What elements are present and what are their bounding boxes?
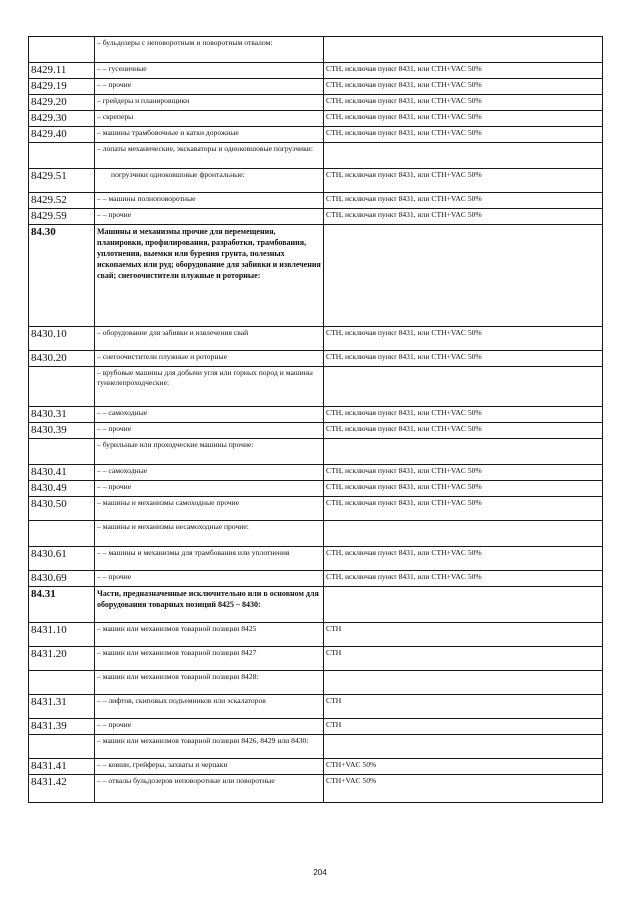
table-body: [29, 37, 603, 803]
origin-rule-cell: CTH, исключая пункт 8431, или CTH+VAC 50%: [324, 79, 603, 95]
origin-rule-cell: CTH, исключая пункт 8431, или CTH+VAC 50%: [324, 547, 603, 571]
description-cell: – машины и механизмы самоходные прочие: [95, 497, 324, 521]
table-row: [29, 367, 603, 407]
tariff-table: [28, 36, 603, 803]
description-cell: погрузчики одноковшовые фронтальные:: [95, 169, 324, 193]
origin-rule-cell: CTH: [324, 695, 603, 719]
origin-rule-cell: CTH, исключая пункт 8431, или CTH+VAC 50%: [324, 423, 603, 439]
description-cell: – оборудование для забивки и извлечения свай: [95, 327, 324, 351]
hs-code-cell: [29, 521, 95, 547]
table-row: [29, 481, 603, 497]
hs-code-cell: 8429.20: [29, 95, 95, 111]
description-cell: – врубовые машины для добычи угля или горных пород и машины туннелепроходческие:: [95, 367, 324, 407]
origin-rule-cell: [324, 225, 603, 327]
origin-rule-cell: CTH, исключая пункт 8431, или CTH+VAC 50%: [324, 209, 603, 225]
table-row: [29, 719, 603, 735]
description-cell: – машины и механизмы несамоходные прочие:: [95, 521, 324, 547]
hs-code-cell: 8430.10: [29, 327, 95, 351]
hs-code-cell: [29, 37, 95, 63]
description-cell: – – машины и механизмы для трамбования или уплотнения: [95, 547, 324, 571]
hs-code-cell: 8430.31: [29, 407, 95, 423]
description-cell: – – самоходные: [95, 407, 324, 423]
description-cell: Части, предназначенные исключительно или в основном для оборудования товарных позиций 8425 – 8430:: [95, 587, 324, 623]
description-cell: – – прочие: [95, 571, 324, 587]
origin-rule-cell: [324, 439, 603, 465]
table-row: [29, 225, 603, 327]
origin-rule-cell: [324, 367, 603, 407]
table-row: [29, 79, 603, 95]
origin-rule-cell: CTH, исключая пункт 8431, или CTH+VAC 50%: [324, 95, 603, 111]
hs-code-cell: 8431.41: [29, 759, 95, 775]
description-cell: – машин или механизмов товарной позиции 8428:: [95, 671, 324, 695]
origin-rule-cell: CTH, исключая пункт 8431, или CTH+VAC 50%: [324, 465, 603, 481]
hs-code-cell: [29, 439, 95, 465]
table-row: [29, 127, 603, 143]
table-row: [29, 571, 603, 587]
hs-code-cell: 8430.61: [29, 547, 95, 571]
description-cell: – грейдеры и планировщики: [95, 95, 324, 111]
hs-code-cell: 8431.10: [29, 623, 95, 647]
table-row: [29, 759, 603, 775]
table-row: [29, 143, 603, 169]
origin-rule-cell: CTH, исключая пункт 8431, или CTH+VAC 50%: [324, 63, 603, 79]
hs-code-cell: 8431.31: [29, 695, 95, 719]
hs-code-cell: 8429.51: [29, 169, 95, 193]
description-cell: – снегоочистители плужные и роторные: [95, 351, 324, 367]
hs-code-cell: 8429.59: [29, 209, 95, 225]
origin-rule-cell: CTH, исключая пункт 8431, или CTH+VAC 50%: [324, 407, 603, 423]
origin-rule-cell: CTH, исключая пункт 8431, или CTH+VAC 50%: [324, 571, 603, 587]
table-row: [29, 735, 603, 759]
hs-code-cell: 8430.69: [29, 571, 95, 587]
table-row: [29, 497, 603, 521]
origin-rule-cell: [324, 671, 603, 695]
hs-code-cell: [29, 671, 95, 695]
table-row: [29, 193, 603, 209]
hs-code-cell: 8429.40: [29, 127, 95, 143]
page-number: 204: [313, 868, 327, 877]
hs-code-cell: 8429.19: [29, 79, 95, 95]
description-cell: – скреперы: [95, 111, 324, 127]
hs-code-cell: 8430.50: [29, 497, 95, 521]
origin-rule-cell: CTH, исключая пункт 8431, или CTH+VAC 50%: [324, 481, 603, 497]
origin-rule-cell: [324, 587, 603, 623]
description-cell: – – прочие: [95, 719, 324, 735]
hs-code-cell: 84.30: [29, 225, 95, 327]
hs-code-cell: 8430.41: [29, 465, 95, 481]
description-cell: – машин или механизмов товарной позиции 8427: [95, 647, 324, 671]
origin-rule-cell: CTH, исключая пункт 8431, или CTH+VAC 50%: [324, 351, 603, 367]
origin-rule-cell: CTH, исключая пункт 8431, или CTH+VAC 50%: [324, 127, 603, 143]
origin-rule-cell: CTH, исключая пункт 8431, или CTH+VAC 50%: [324, 111, 603, 127]
hs-code-cell: [29, 367, 95, 407]
hs-code-cell: [29, 143, 95, 169]
table-row: [29, 695, 603, 719]
description-cell: – – прочие: [95, 423, 324, 439]
origin-rule-cell: CTH: [324, 623, 603, 647]
description-cell: – машины трамбовочные и катки дорожные: [95, 127, 324, 143]
table-row: [29, 327, 603, 351]
table-row: [29, 465, 603, 481]
description-cell: – лопаты механические, экскаваторы и одноковшовые погрузчики:: [95, 143, 324, 169]
origin-rule-cell: [324, 37, 603, 63]
description-cell: – бульдозеры с неповоротным и поворотным отвалом:: [95, 37, 324, 63]
table-row: [29, 169, 603, 193]
description-cell: – машин или механизмов товарной позиции 8426, 8429 или 8430:: [95, 735, 324, 759]
description-cell: Машины и механизмы прочие для перемещения, планировки, профилирования, разработки, трамбования, уплотнения, выемки или бурения грунта, полезных ископаемых или руд; оборудование для забивки и извлечения свай; снегоочистители плужные и роторные:: [95, 225, 324, 327]
origin-rule-cell: CTH, исключая пункт 8431, или CTH+VAC 50%: [324, 327, 603, 351]
table-row: [29, 95, 603, 111]
table-row: [29, 209, 603, 225]
table-row: [29, 63, 603, 79]
hs-code-cell: 8431.20: [29, 647, 95, 671]
origin-rule-cell: CTH, исключая пункт 8431, или CTH+VAC 50%: [324, 169, 603, 193]
hs-code-cell: 8429.30: [29, 111, 95, 127]
table-row: [29, 671, 603, 695]
hs-code-cell: 8429.11: [29, 63, 95, 79]
hs-code-cell: [29, 735, 95, 759]
origin-rule-cell: [324, 521, 603, 547]
description-cell: – – гусеничные: [95, 63, 324, 79]
table-row: [29, 547, 603, 571]
table-row: [29, 439, 603, 465]
table-row: [29, 775, 603, 803]
table-row: [29, 407, 603, 423]
description-cell: – – самоходные: [95, 465, 324, 481]
table-row: [29, 351, 603, 367]
hs-code-cell: 8431.42: [29, 775, 95, 803]
description-cell: – – прочие: [95, 481, 324, 497]
table-row: [29, 423, 603, 439]
table-row: [29, 521, 603, 547]
hs-code-cell: 8430.20: [29, 351, 95, 367]
description-cell: – – машины полноповоротные: [95, 193, 324, 209]
table-row: [29, 587, 603, 623]
origin-rule-cell: CTH, исключая пункт 8431, или CTH+VAC 50%: [324, 497, 603, 521]
description-cell: – – прочие: [95, 209, 324, 225]
table-row: [29, 623, 603, 647]
origin-rule-cell: [324, 143, 603, 169]
description-cell: – – отвалы бульдозеров неповоротные или поворотные: [95, 775, 324, 803]
description-cell: – машин или механизмов товарной позиции 8425: [95, 623, 324, 647]
origin-rule-cell: CTH: [324, 719, 603, 735]
description-cell: – – лифтов, скиповых подъемников или эскалаторов: [95, 695, 324, 719]
hs-code-cell: 8430.39: [29, 423, 95, 439]
origin-rule-cell: [324, 735, 603, 759]
hs-code-cell: 8431.39: [29, 719, 95, 735]
hs-code-cell: 8430.49: [29, 481, 95, 497]
description-cell: – – ковши, грейферы, захваты и черпаки: [95, 759, 324, 775]
origin-rule-cell: CTH, исключая пункт 8431, или CTH+VAC 50%: [324, 193, 603, 209]
description-cell: – бурильные или проходческие машины прочие:: [95, 439, 324, 465]
table-row: [29, 647, 603, 671]
origin-rule-cell: CTH: [324, 647, 603, 671]
table-row: [29, 37, 603, 63]
origin-rule-cell: CTH+VAC 50%: [324, 759, 603, 775]
table-row: [29, 111, 603, 127]
hs-code-cell: 84.31: [29, 587, 95, 623]
origin-rule-cell: CTH+VAC 50%: [324, 775, 603, 803]
hs-code-cell: 8429.52: [29, 193, 95, 209]
description-cell: – – прочие: [95, 79, 324, 95]
